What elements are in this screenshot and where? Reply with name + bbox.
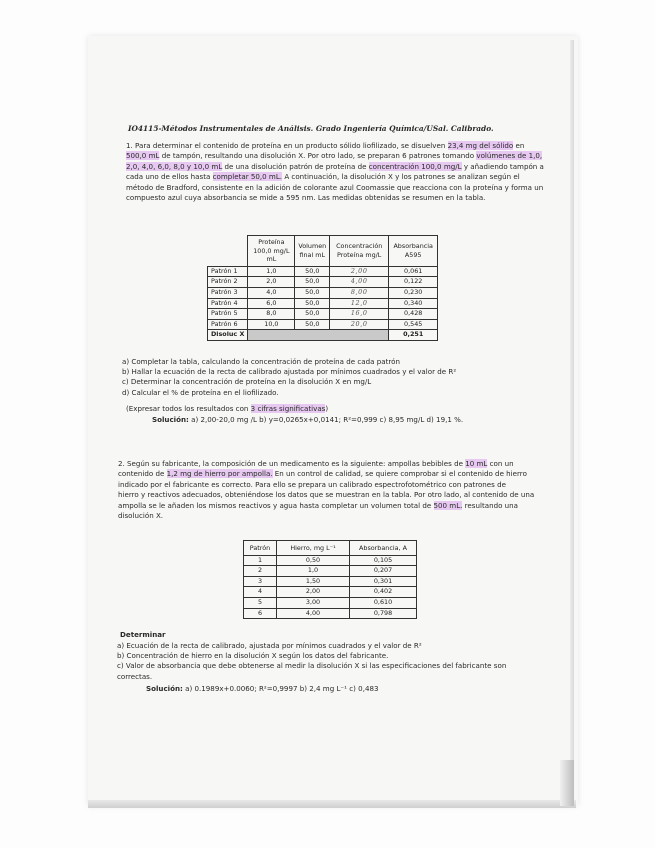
express-highlight: 3 cifras significativas [250, 404, 326, 413]
statement-line [126, 141, 544, 151]
text-segment: A continuación, la disolución X y los patrones se analizan según el [282, 172, 520, 182]
column-header: Proteína 100,0 mg/L mL [248, 236, 295, 267]
exercise-2-statement [118, 459, 534, 521]
table-cell: 0,105 [350, 555, 417, 566]
table-cell: 0,340 [389, 298, 438, 309]
solution-text: a) 2,00-20,0 mg /L b) y=0,0265x+0,0141; R²=0,999 c) 8,95 mg/L d) 19,1 %. [191, 415, 464, 424]
express-suffix: ) [325, 404, 329, 413]
table-row [208, 266, 438, 277]
table-row [244, 608, 417, 619]
table-cell: Patrón 2 [208, 277, 248, 288]
column-header: Volumen final mL [295, 236, 330, 267]
text-segment: de una disolución patrón de proteína de [222, 161, 369, 171]
table-cell: 50,0 [295, 266, 330, 277]
statement-line [126, 162, 544, 172]
exercise-1-questions [122, 357, 456, 398]
table-row [244, 576, 417, 587]
table-cell: 8,0 [248, 309, 295, 320]
exercise-1-statement [126, 141, 544, 203]
table-cell: 16,0 [330, 309, 389, 320]
solution-label: Solución: [152, 415, 189, 424]
question-item: a) Completar la tabla, calculando la concentración de proteína de cada patrón [122, 357, 400, 366]
exercise-2-solution [146, 684, 379, 694]
column-header: Absorbancia, A [350, 541, 417, 556]
table-cell: Patrón 1 [208, 266, 248, 277]
solution-label: Solución: [146, 684, 183, 693]
table-cell: 1,0 [248, 266, 295, 277]
statement-line [126, 172, 544, 182]
table-cell: Disoluc X [208, 330, 248, 341]
table-cell: 3 [244, 576, 277, 587]
table-row [244, 555, 417, 566]
table-cell: 20,0 [330, 319, 389, 330]
table-cell: 1,50 [277, 576, 350, 587]
text-segment: hierro y reactivos adecuados, obteniéndose los datos que se muestran en la tabla. Por otro lado, al contenido de una [118, 490, 535, 500]
question-item: b) Concentración de hierro en la disolución X según los datos del fabricante. [117, 651, 389, 661]
exercise-2-questions [117, 641, 506, 682]
paper-edge [570, 40, 574, 800]
question-item: b) Hallar la ecuación de la recta de calibrado ajustada por mínimos cuadrados y el valor de R² [122, 367, 457, 377]
table-corner [208, 236, 248, 267]
table-cell: 50,0 [295, 277, 330, 288]
highlighted-text: 500,0 mL [126, 151, 160, 161]
table-cell: 0,230 [389, 287, 438, 298]
table-cell: 0,610 [350, 597, 417, 608]
table-row [208, 330, 438, 341]
text-segment: contenido de [118, 469, 167, 479]
table-row [244, 597, 417, 608]
document-header: IO4115-Métodos Instrumentales de Análisis. Grado Ingeniería Química/USal. Calibrado. [128, 124, 494, 133]
table-row [208, 277, 438, 288]
highlighted-text: 1,2 mg de hierro por ampolla. [166, 469, 273, 479]
statement-line [126, 183, 544, 193]
column-header: Absorbancia A595 [389, 236, 438, 267]
table-cell: Patrón 5 [208, 309, 248, 320]
table-cell: 4 [244, 587, 277, 598]
table-cell: 6 [244, 608, 277, 619]
table-cell: 0,207 [350, 566, 417, 577]
text-segment: en [513, 141, 525, 150]
table-cell: Patrón 6 [208, 319, 248, 330]
table-cell: Patrón 3 [208, 287, 248, 298]
text-segment: En un control de calidad, se quiere comprobar si el contenido de hierro [272, 469, 527, 479]
text-segment: resultando una [462, 500, 519, 510]
table-cell: 0,798 [350, 608, 417, 619]
table-cell: 4,00 [277, 608, 350, 619]
table-cell: 2,0 [248, 277, 295, 288]
column-header: Concentración Proteína mg/L [330, 236, 389, 267]
table-header-row [244, 541, 417, 556]
highlighted-text: volúmenes de 1,0, [476, 151, 543, 161]
determine-text: Determinar [120, 630, 166, 639]
table-cell: 0,061 [389, 266, 438, 277]
table-cell: 4,0 [248, 287, 295, 298]
table-cell: 0,402 [350, 587, 417, 598]
iron-table [243, 540, 417, 619]
text-segment: disolución X. [118, 511, 164, 521]
text-segment: ampolla se le añaden los mismos reactivos y agua hasta completar un volumen total de [118, 500, 434, 510]
table-row [244, 587, 417, 598]
statement-line [118, 469, 534, 479]
table-cell: 1 [244, 555, 277, 566]
table-cell: 3,00 [277, 597, 350, 608]
text-segment: con un [487, 459, 514, 468]
table-cell: 0,122 [389, 277, 438, 288]
table-row [208, 309, 438, 320]
statement-line [118, 459, 534, 469]
highlighted-text: completar 50,0 mL. [212, 172, 283, 182]
table-row [244, 566, 417, 577]
table-cell: 0,428 [389, 309, 438, 320]
table-cell: 50,0 [295, 319, 330, 330]
highlighted-text: 500 mL. [433, 500, 463, 510]
protein-table [207, 235, 438, 341]
paper-edge-bottom [88, 800, 576, 808]
determine-label [120, 630, 166, 640]
text-segment: 1. Para determinar el contenido de proteína en un producto sólido liofilizado, se disuelven [126, 141, 448, 150]
table-cell: 5 [244, 597, 277, 608]
table-cell: 1,0 [277, 566, 350, 577]
exercise-1-expression-note [126, 404, 328, 414]
statement-line [118, 490, 534, 500]
table-cell: 0,545 [389, 319, 438, 330]
text-segment: 2. Según su fabricante, la composición de un medicamento es la siguiente: ampollas bebibles de [118, 459, 466, 468]
statement-line [126, 193, 544, 203]
text-segment: de tampón, resultando una disolución X. Por otro lado, se preparan 6 patrones tomando [159, 151, 477, 161]
table-cell: 2,00 [330, 266, 389, 277]
table-cell: 50,0 [295, 298, 330, 309]
table-cell: 0,50 [277, 555, 350, 566]
table-row [208, 319, 438, 330]
column-header: Hierro, mg L⁻¹ [277, 541, 350, 556]
text-segment: compuesto azul cuya absorbancia se mide a 595 nm. Las medidas obtenidas se resumen en la tabla. [126, 193, 486, 203]
table-cell: 10,0 [248, 319, 295, 330]
table-cell: Patrón 4 [208, 298, 248, 309]
highlighted-text: 23,4 mg del sólido [447, 141, 514, 150]
express-prefix: (Expresar todos los resultados con [126, 404, 251, 413]
table-cell: 2,00 [277, 587, 350, 598]
table-cell: 50,0 [295, 287, 330, 298]
question-item: correctas. [117, 671, 153, 681]
exercise-1-solution [152, 415, 463, 425]
text-segment: y añadiendo tampón a [461, 161, 544, 171]
statement-line [118, 480, 534, 490]
highlighted-text: concentración 100,0 mg/L [368, 161, 462, 171]
question-item: a) Ecuación de la recta de calibrado, ajustada por mínimos cuadrados y el valor de R² [117, 641, 422, 650]
table-cell: 50,0 [295, 309, 330, 320]
shaded-cell [248, 330, 389, 341]
table-cell: 8,00 [330, 287, 389, 298]
paper-fold-shadow [560, 760, 574, 806]
solution-text: a) 0.1989x+0.0060; R²=0,9997 b) 2,4 mg L⁻¹ c) 0,483 [185, 684, 379, 693]
table-header-row [208, 236, 438, 267]
table-row [208, 287, 438, 298]
table-cell: 4,00 [330, 277, 389, 288]
statement-line [118, 511, 534, 521]
table-cell: 6,0 [248, 298, 295, 309]
statement-line [126, 151, 544, 161]
table-cell: 0,301 [350, 576, 417, 587]
question-item: d) Calcular el % de proteína en el liofilizado. [122, 387, 279, 397]
column-header: Patrón [244, 541, 277, 556]
highlighted-text: 2,0, 4,0, 6,0, 8,0 y 10,0 mL [126, 161, 223, 171]
text-segment: método de Bradford, consistente en la adición de colorante azul Coomassie que reacciona con la proteína y forma un [126, 182, 544, 192]
table-cell: 2 [244, 566, 277, 577]
table-cell: 12,0 [330, 298, 389, 309]
highlighted-text: 10 mL [465, 459, 488, 468]
table-row [208, 298, 438, 309]
text-segment: cada uno de ellos hasta [126, 172, 213, 182]
table-cell: 0,251 [389, 330, 438, 341]
question-item: c) Valor de absorbancia que debe obtenerse al medir la disolución X si las especificaciones del fabricante son [117, 661, 507, 671]
text-segment: indicado por el fabricante es correcto. Para ello se prepara un calibrado espectrofotométrico con patrones de [118, 479, 506, 489]
statement-line [118, 501, 534, 511]
question-item: c) Determinar la concentración de proteína en la disolución X en mg/L [122, 377, 372, 387]
